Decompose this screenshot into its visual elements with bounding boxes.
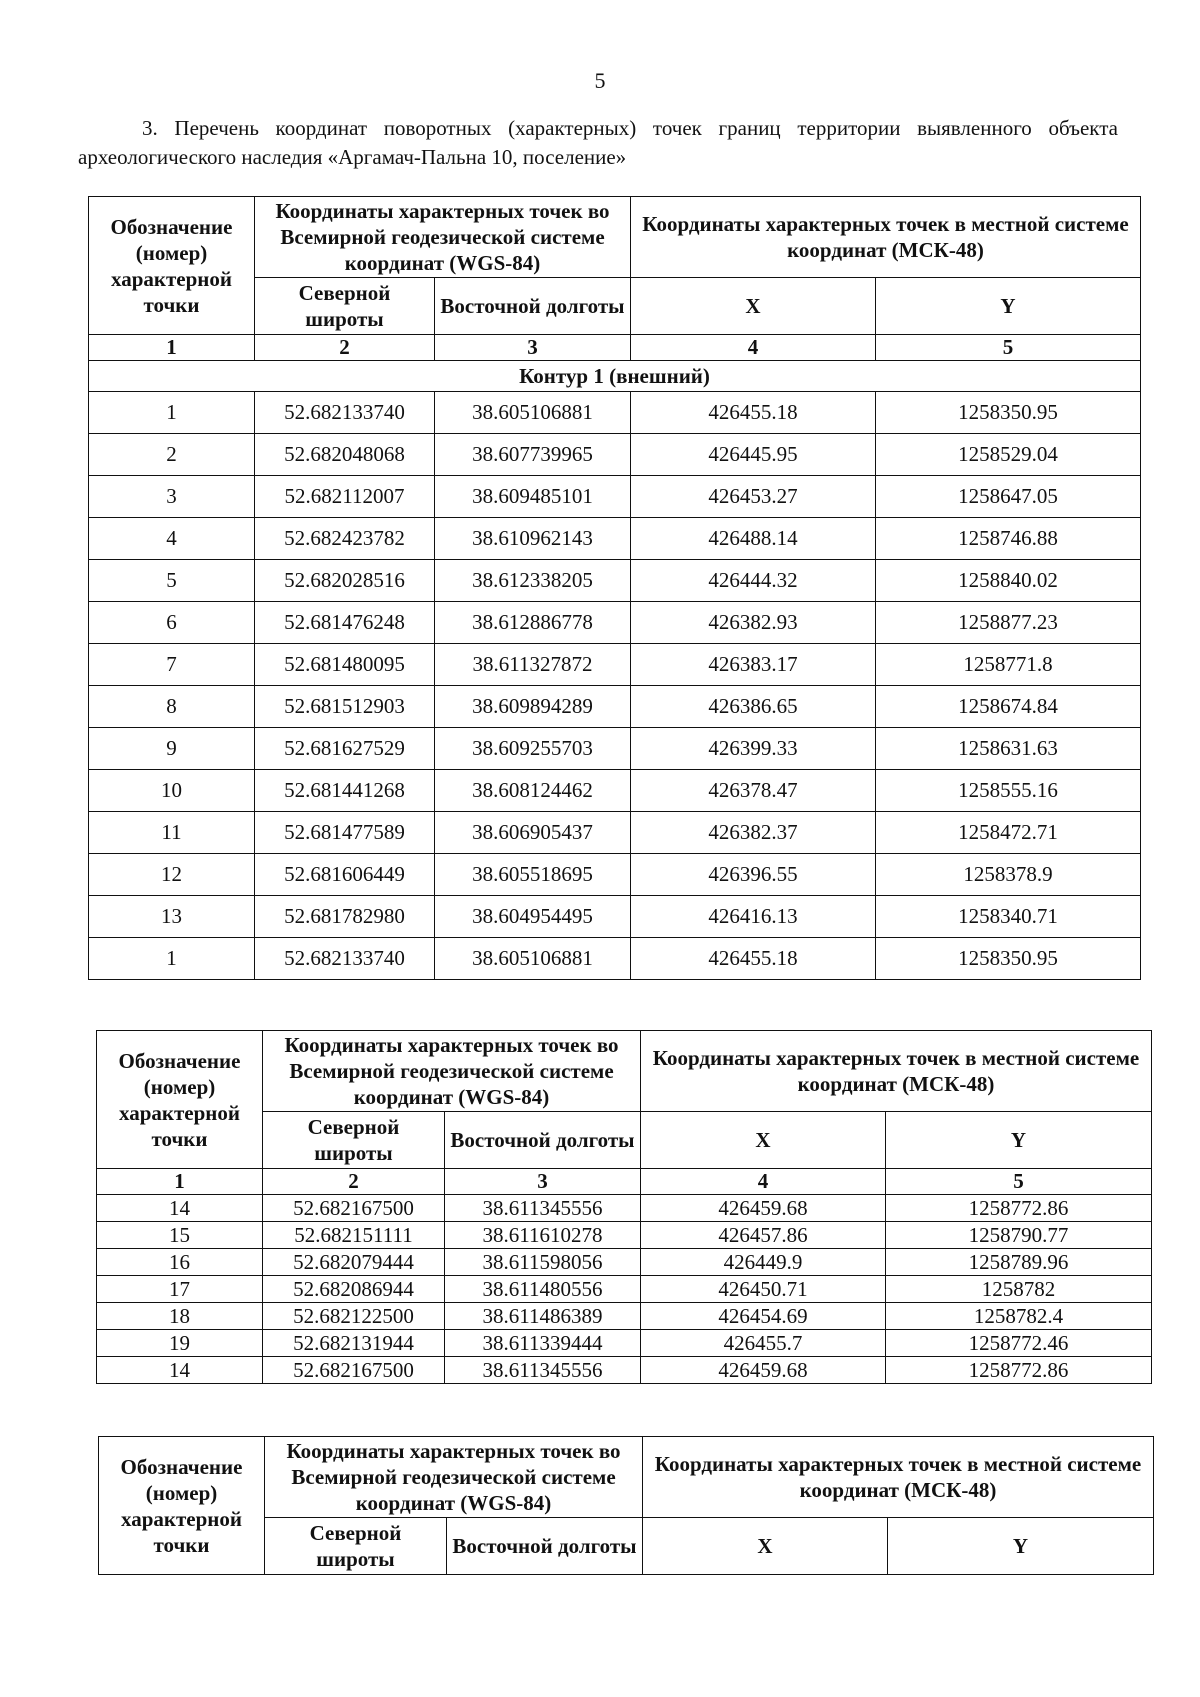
table-row [97, 1249, 1152, 1276]
point-number-cell: 10 [89, 770, 255, 812]
table-row [89, 392, 1141, 434]
document-heading: 3. Перечень координат поворотных (характерных) точек границ территории выявленного объекта археологического наследия «Аргамач-Пальна 10, поселение» [78, 116, 1118, 169]
x-cell: 426396.55 [631, 854, 876, 896]
latitude-cell: 52.681512903 [255, 686, 435, 728]
header-msk-group: Координаты характерных точек в местной системе координат (МСК-48) [643, 1437, 1154, 1518]
header-point-number: Обозначение (номер) характерной точки [97, 1031, 263, 1169]
longitude-cell: 38.609255703 [435, 728, 631, 770]
point-number-cell: 1 [89, 392, 255, 434]
table-row [89, 854, 1141, 896]
y-cell: 1258647.05 [876, 476, 1141, 518]
coordinates-table-header-continued [98, 1436, 1154, 1575]
header-wgs-group: Координаты характерных точек во Всемирной геодезической системе координат (WGS-84) [255, 197, 631, 278]
header-wgs-group: Координаты характерных точек во Всемирной геодезической системе координат (WGS-84) [265, 1437, 643, 1518]
point-number-cell: 14 [97, 1195, 263, 1222]
y-cell: 1258529.04 [876, 434, 1141, 476]
table-row [97, 1222, 1152, 1249]
x-cell: 426488.14 [631, 518, 876, 560]
point-number-cell: 6 [89, 602, 255, 644]
latitude-cell: 52.682133740 [255, 938, 435, 980]
point-number-cell: 3 [89, 476, 255, 518]
longitude-cell: 38.611610278 [445, 1222, 641, 1249]
point-number-cell: 11 [89, 812, 255, 854]
table-row [89, 476, 1141, 518]
header-x: X [631, 278, 876, 335]
latitude-cell: 52.682131944 [263, 1330, 445, 1357]
header-y: Y [886, 1112, 1152, 1169]
header-x: X [643, 1518, 888, 1575]
y-cell: 1258350.95 [876, 392, 1141, 434]
x-cell: 426382.37 [631, 812, 876, 854]
table-row [89, 938, 1141, 980]
latitude-cell: 52.682086944 [263, 1276, 445, 1303]
table-row [89, 812, 1141, 854]
table-row [89, 560, 1141, 602]
column-number-1: 1 [97, 1169, 263, 1195]
point-number-cell: 1 [89, 938, 255, 980]
column-number-3: 3 [445, 1169, 641, 1195]
point-number-cell: 8 [89, 686, 255, 728]
table-row [97, 1276, 1152, 1303]
table-row [97, 1330, 1152, 1357]
x-cell: 426444.32 [631, 560, 876, 602]
y-cell: 1258790.77 [886, 1222, 1152, 1249]
header-msk-group: Координаты характерных точек в местной системе координат (МСК-48) [641, 1031, 1152, 1112]
table-row [89, 644, 1141, 686]
x-cell: 426416.13 [631, 896, 876, 938]
header-longitude: Восточной долготы [447, 1518, 643, 1575]
column-number-1: 1 [89, 335, 255, 361]
point-number-cell: 17 [97, 1276, 263, 1303]
x-cell: 426386.65 [631, 686, 876, 728]
header-y: Y [876, 278, 1141, 335]
y-cell: 1258782 [886, 1276, 1152, 1303]
point-number-cell: 16 [97, 1249, 263, 1276]
longitude-cell: 38.611345556 [445, 1195, 641, 1222]
latitude-cell: 52.682151111 [263, 1222, 445, 1249]
contour-label: Контур 1 (внешний) [89, 361, 1141, 392]
longitude-cell: 38.612886778 [435, 602, 631, 644]
header-point-number: Обозначение (номер) характерной точки [89, 197, 255, 335]
header-longitude: Восточной долготы [435, 278, 631, 335]
longitude-cell: 38.605106881 [435, 938, 631, 980]
longitude-cell: 38.609894289 [435, 686, 631, 728]
y-cell: 1258340.71 [876, 896, 1141, 938]
coordinates-table-contour-1 [88, 196, 1141, 980]
table-row [89, 728, 1141, 770]
column-number-5: 5 [876, 335, 1141, 361]
table-row [89, 518, 1141, 560]
x-cell: 426455.18 [631, 938, 876, 980]
latitude-cell: 52.681480095 [255, 644, 435, 686]
longitude-cell: 38.612338205 [435, 560, 631, 602]
y-cell: 1258772.86 [886, 1195, 1152, 1222]
latitude-cell: 52.681477589 [255, 812, 435, 854]
x-cell: 426459.68 [641, 1357, 886, 1384]
y-cell: 1258746.88 [876, 518, 1141, 560]
point-number-cell: 7 [89, 644, 255, 686]
x-cell: 426450.71 [641, 1276, 886, 1303]
longitude-cell: 38.611486389 [445, 1303, 641, 1330]
latitude-cell: 52.681476248 [255, 602, 435, 644]
y-cell: 1258771.8 [876, 644, 1141, 686]
x-cell: 426459.68 [641, 1195, 886, 1222]
longitude-cell: 38.611345556 [445, 1357, 641, 1384]
table-row [89, 434, 1141, 476]
longitude-cell: 38.611480556 [445, 1276, 641, 1303]
longitude-cell: 38.605518695 [435, 854, 631, 896]
x-cell: 426399.33 [631, 728, 876, 770]
x-cell: 426445.95 [631, 434, 876, 476]
header-point-number: Обозначение (номер) характерной точки [99, 1437, 265, 1575]
latitude-cell: 52.682167500 [263, 1357, 445, 1384]
latitude-cell: 52.681441268 [255, 770, 435, 812]
latitude-cell: 52.682122500 [263, 1303, 445, 1330]
longitude-cell: 38.608124462 [435, 770, 631, 812]
x-cell: 426382.93 [631, 602, 876, 644]
table-row [89, 686, 1141, 728]
longitude-cell: 38.611327872 [435, 644, 631, 686]
header-x: X [641, 1112, 886, 1169]
longitude-cell: 38.611598056 [445, 1249, 641, 1276]
longitude-cell: 38.604954495 [435, 896, 631, 938]
table-row [97, 1303, 1152, 1330]
column-number-4: 4 [641, 1169, 886, 1195]
latitude-cell: 52.681627529 [255, 728, 435, 770]
point-number-cell: 2 [89, 434, 255, 476]
point-number-cell: 19 [97, 1330, 263, 1357]
latitude-cell: 52.682423782 [255, 518, 435, 560]
point-number-cell: 15 [97, 1222, 263, 1249]
coordinates-table-contour-2 [96, 1030, 1152, 1384]
x-cell: 426454.69 [641, 1303, 886, 1330]
point-number-cell: 14 [97, 1357, 263, 1384]
x-cell: 426455.7 [641, 1330, 886, 1357]
page-number: 5 [594, 68, 606, 93]
column-number-5: 5 [886, 1169, 1152, 1195]
latitude-cell: 52.682079444 [263, 1249, 445, 1276]
x-cell: 426449.9 [641, 1249, 886, 1276]
x-cell: 426378.47 [631, 770, 876, 812]
longitude-cell: 38.610962143 [435, 518, 631, 560]
longitude-cell: 38.611339444 [445, 1330, 641, 1357]
latitude-cell: 52.682133740 [255, 392, 435, 434]
latitude-cell: 52.681606449 [255, 854, 435, 896]
header-latitude: Северной широты [255, 278, 435, 335]
longitude-cell: 38.609485101 [435, 476, 631, 518]
y-cell: 1258472.71 [876, 812, 1141, 854]
x-cell: 426453.27 [631, 476, 876, 518]
header-y: Y [888, 1518, 1154, 1575]
column-number-3: 3 [435, 335, 631, 361]
longitude-cell: 38.605106881 [435, 392, 631, 434]
header-latitude: Северной широты [265, 1518, 447, 1575]
point-number-cell: 12 [89, 854, 255, 896]
y-cell: 1258782.4 [886, 1303, 1152, 1330]
y-cell: 1258555.16 [876, 770, 1141, 812]
header-msk-group: Координаты характерных точек в местной системе координат (МСК-48) [631, 197, 1141, 278]
point-number-cell: 4 [89, 518, 255, 560]
latitude-cell: 52.682048068 [255, 434, 435, 476]
latitude-cell: 52.681782980 [255, 896, 435, 938]
latitude-cell: 52.682112007 [255, 476, 435, 518]
y-cell: 1258789.96 [886, 1249, 1152, 1276]
header-latitude: Северной широты [263, 1112, 445, 1169]
table-row [89, 770, 1141, 812]
x-cell: 426383.17 [631, 644, 876, 686]
column-number-2: 2 [263, 1169, 445, 1195]
longitude-cell: 38.606905437 [435, 812, 631, 854]
table-row [97, 1357, 1152, 1384]
table-row [89, 896, 1141, 938]
y-cell: 1258840.02 [876, 560, 1141, 602]
latitude-cell: 52.682028516 [255, 560, 435, 602]
y-cell: 1258631.63 [876, 728, 1141, 770]
y-cell: 1258350.95 [876, 938, 1141, 980]
y-cell: 1258877.23 [876, 602, 1141, 644]
y-cell: 1258378.9 [876, 854, 1141, 896]
point-number-cell: 13 [89, 896, 255, 938]
point-number-cell: 5 [89, 560, 255, 602]
column-number-2: 2 [255, 335, 435, 361]
column-number-4: 4 [631, 335, 876, 361]
header-longitude: Восточной долготы [445, 1112, 641, 1169]
x-cell: 426455.18 [631, 392, 876, 434]
y-cell: 1258674.84 [876, 686, 1141, 728]
y-cell: 1258772.46 [886, 1330, 1152, 1357]
latitude-cell: 52.682167500 [263, 1195, 445, 1222]
header-wgs-group: Координаты характерных точек во Всемирной геодезической системе координат (WGS-84) [263, 1031, 641, 1112]
point-number-cell: 9 [89, 728, 255, 770]
point-number-cell: 18 [97, 1303, 263, 1330]
longitude-cell: 38.607739965 [435, 434, 631, 476]
table-row [97, 1195, 1152, 1222]
x-cell: 426457.86 [641, 1222, 886, 1249]
table-row [89, 602, 1141, 644]
y-cell: 1258772.86 [886, 1357, 1152, 1384]
